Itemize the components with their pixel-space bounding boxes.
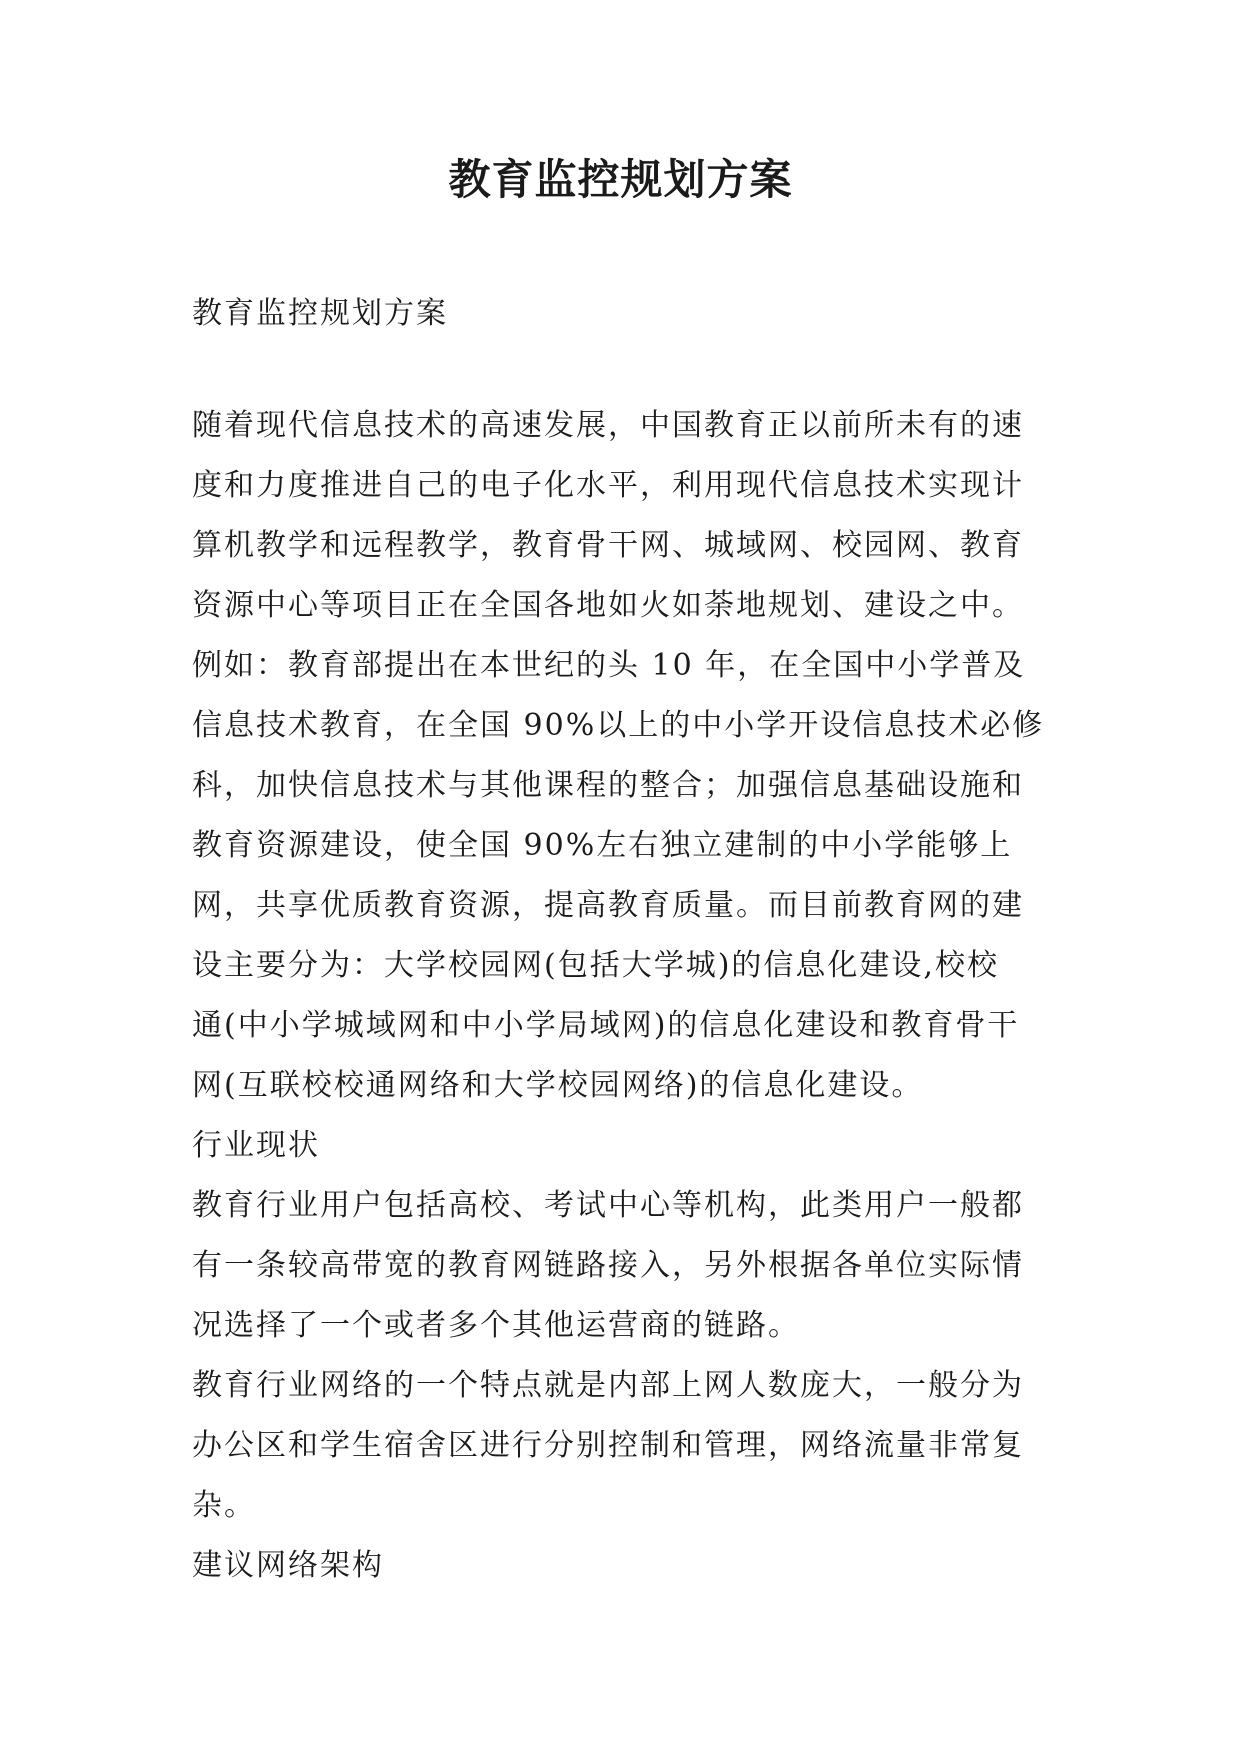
body-line: 杂。 xyxy=(192,1488,256,1523)
body-line: 网(互联校校通网络和大学校园网络)的信息化建设。 xyxy=(192,1068,924,1103)
body-line: 资源中心等项目正在全国各地如火如荼地规划、建设之中。 xyxy=(192,588,1024,623)
body-line: 算机教学和远程教学，教育骨干网、城域网、校园网、教育 xyxy=(192,528,1024,563)
body-line: 有一条较高带宽的教育网链路接入，另外根据各单位实际情 xyxy=(192,1248,1024,1283)
body-line: 设主要分为：大学校园网(包括大学城)的信息化建设,校校 xyxy=(192,948,999,983)
document-subtitle: 教育监控规划方案 xyxy=(192,296,448,331)
body-line: 度和力度推进自己的电子化水平，利用现代信息技术实现计 xyxy=(192,468,1024,503)
body-line: 通(中小学城域网和中小学局域网)的信息化建设和教育骨干 xyxy=(192,1008,1020,1043)
body-line: 科，加快信息技术与其他课程的整合；加强信息基础设施和 xyxy=(192,768,1024,803)
body-line: 教育行业用户包括高校、考试中心等机构，此类用户一般都 xyxy=(192,1188,1024,1223)
section-heading-network-architecture: 建议网络架构 xyxy=(192,1548,384,1583)
body-line: 例如：教育部提出在本世纪的头 10 年，在全国中小学普及 xyxy=(192,648,1026,683)
section-heading-industry-status: 行业现状 xyxy=(192,1128,320,1163)
body-line: 教育行业网络的一个特点就是内部上网人数庞大，一般分为 xyxy=(192,1368,1024,1403)
body-line: 随着现代信息技术的高速发展，中国教育正以前所未有的速 xyxy=(192,408,1024,443)
body-line: 办公区和学生宿舍区进行分别控制和管理，网络流量非常复 xyxy=(192,1428,1024,1463)
document-body xyxy=(192,396,1072,1596)
body-line: 况选择了一个或者多个其他运营商的链路。 xyxy=(192,1308,800,1343)
body-line: 网，共享优质教育资源，提高教育质量。而目前教育网的建 xyxy=(192,888,1024,923)
body-line: 教育资源建设，使全国 90%左右独立建制的中小学能够上 xyxy=(192,828,1013,863)
body-line: 信息技术教育，在全国 90%以上的中小学开设信息技术必修 xyxy=(192,708,1045,743)
document-title: 教育监控规划方案 xyxy=(448,155,793,204)
